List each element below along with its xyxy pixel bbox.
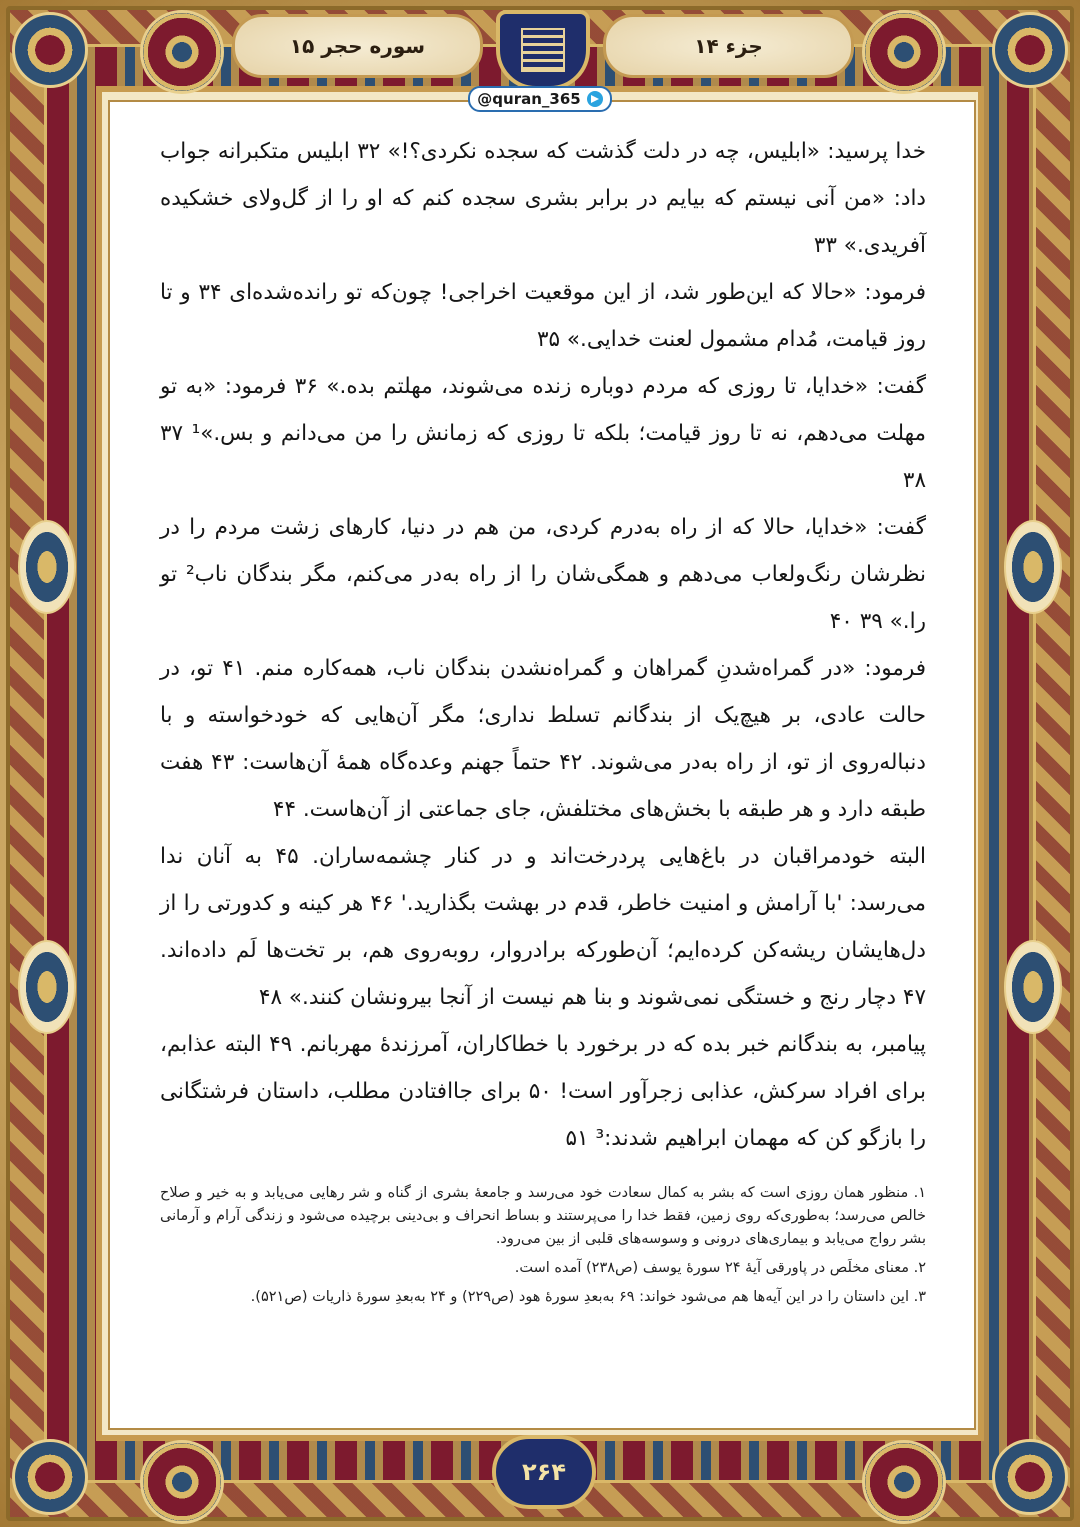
footnote: ۲. معنای مخلَص در پاورقی آیهٔ ۲۴ سورهٔ یوسف (ص۲۳۸) آمده است.	[514, 1260, 926, 1276]
page-number: ۲۶۴	[492, 1435, 596, 1509]
footnote: ۳. این داستان را در این آیه‌ها هم می‌شود خواند: ۶۹ به‌بعدِ سورهٔ هود (ص۲۲۹) و ۲۴ به‌بعدِ سورهٔ ذاریات (ص۵۲۱).	[250, 1289, 926, 1305]
medallion-icon	[862, 10, 946, 94]
telegram-icon	[587, 91, 603, 107]
side-ornament-icon	[18, 520, 76, 614]
verse-paragraph: البته خودمراقبان در باغ‌هایی پردرخت‌اند و در کنار چشمه‌ساران. ۴۵ به آنان ندا می‌رسد: 'با آرامش و امنیت خاطر، قدم در بهشت بگذارید.' ۴۶ هر کینه و کدورتی را از دل‌هایشان ریشه‌کن کرده‌ایم؛ آن‌طورکه برادروار، روبه‌روی هم، بر تخت‌ها لَم داده‌اند. ۴۷ دچار رنج و خستگی نمی‌شوند و بنا هم نیست از آنجا بیرونشان کنند.» ۴۸	[160, 844, 926, 1010]
side-ornament-icon	[18, 940, 76, 1034]
corner-ornament-icon	[992, 1439, 1068, 1515]
corner-ornament-icon	[12, 12, 88, 88]
verse-paragraph: پیامبر، به بندگانم خبر بده که در برخورد با خطاکاران، آمرزندهٔ مهربانم. ۴۹ البته عذابم، برای افراد سرکش، عذابی زجرآور است! ۵۰ برای جاافتادن مطلب، داستان فرشتگانی را بازگو کن که مهمان ابراهیم شدند:³ ۵۱	[160, 1032, 927, 1151]
corner-ornament-icon	[992, 12, 1068, 88]
calligraphy-emblem-icon	[496, 10, 590, 90]
surah-title: سوره حجر ۱۵	[232, 14, 483, 78]
medallion-icon	[140, 1440, 224, 1524]
kufic-square-icon	[521, 28, 565, 72]
footnote: ۱. منظور همان روزی است که بشر به کمال سعادت خود می‌رسد و جامعهٔ بشری از گناه و شر رهایی می‌یابد و به خیر و صلاح خالص می‌رسد؛ به‌طوری‌که روی زمین، فقط خدا را می‌پرستند و بساط انحراف و بی‌دینی برچیده می‌شود و زندگی آرام و آرمانی بشر رواج می‌یابد و بیماری‌های درونی و وسوسه‌های قلبی از بین می‌رود.	[160, 1185, 926, 1247]
juz-title: جزء ۱۴	[603, 14, 854, 78]
verse-paragraph: فرمود: «در گمراه‌شدنِ گمراهان و گمراه‌نشدن بندگان ناب، همه‌کاره منم. ۴۱ تو، در حالت عادی، بر هیچ‌یک از بندگانم تسلط نداری؛ مگر آن‌هایی که خودخواسته و با دنباله‌روی از تو، از راه به‌در می‌شوند. ۴۲ حتماً جهنم وعده‌گاه همهٔ آن‌هاست: ۴۳ هفت طبقه دارد و هر طبقه با بخش‌های مختلفش، جای جماعتی از آن‌هاست. ۴۴	[160, 656, 926, 822]
medallion-icon	[140, 10, 224, 94]
verse-paragraph: گفت: «خدایا، تا روزی که مردم دوباره زنده می‌شوند، مهلتم بده.» ۳۶ فرمود: «به تو مهلت می‌دهم، نه تا روز قیامت؛ بلکه تا روزی که زمانش را من می‌دانم و بس.»¹ ۳۷ ۳۸	[160, 374, 927, 493]
side-ornament-icon	[1004, 940, 1062, 1034]
verses-block	[160, 128, 926, 1162]
footnotes	[160, 1182, 926, 1315]
verse-paragraph: فرمود: «حالا که این‌طور شد، از این موقعیت اخراجی! چون‌که تو رانده‌شده‌ای ۳۴ و تا روز قیامت، مُدام مشمول لعنت خدایی.» ۳۵	[160, 280, 926, 352]
medallion-icon	[862, 1440, 946, 1524]
verse-paragraph: گفت: «خدایا، حالا که از راه به‌درم کردی، من هم در دنیا، کارهای زشت مردم را در نظرشان رنگ‌ولعاب می‌دهم و همگی‌شان را از راه به‌در می‌کنم، مگر بندگان ناب² تو را.» ۳۹ ۴۰	[160, 515, 926, 634]
side-ornament-icon	[1004, 520, 1062, 614]
handle-text: @quran_365	[477, 90, 581, 108]
channel-handle[interactable]	[468, 86, 612, 112]
verse-paragraph: خدا پرسید: «ابلیس، چه در دلت گذشت که سجده نکردی؟!» ۳۲ ابلیس متکبرانه جواب داد: «من آنی نیستم که بیایم در برابر بشری سجده کنم که او را از گل‌ولای خشکیده آفریدی.» ۳۳	[160, 139, 926, 258]
corner-ornament-icon	[12, 1439, 88, 1515]
